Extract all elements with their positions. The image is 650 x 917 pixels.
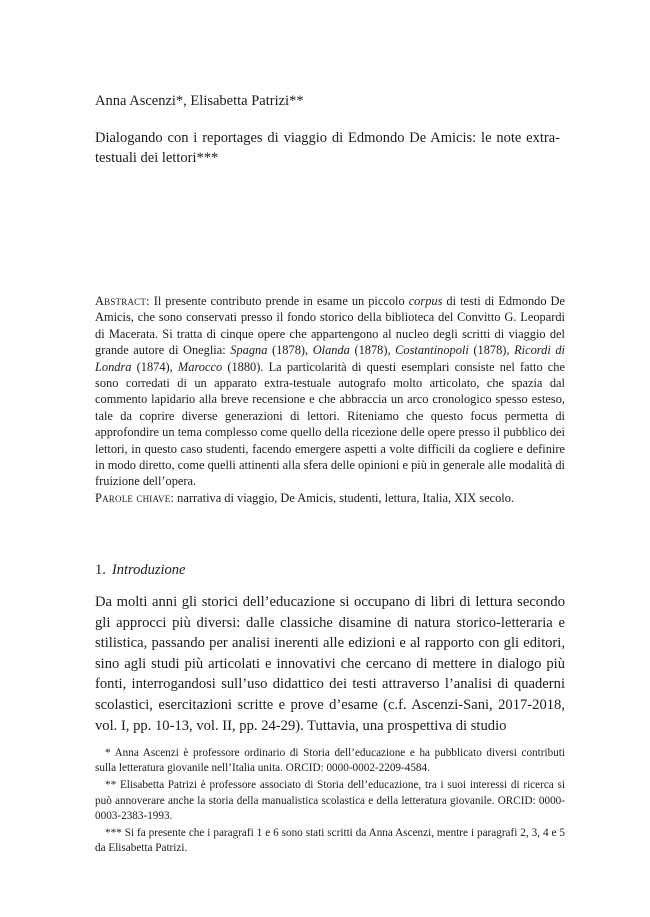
authors-line: Anna Ascenzi*, Elisabetta Patrizi** xyxy=(95,93,304,109)
abstract-text: di testi di Edmondo De Amicis, che sono conservati presso il fondo storico della biblioteca del Convitto G. Leopardi di Macerata. Si tratta di cinque opere che appartengono al nucleo degli scritti di viaggio del grande autore di Oneglia: xyxy=(95,294,565,358)
abstract-text: (1880). La particolarità di questi esemplari consiste nel fatto che sono corredati di un apparato extra-testuale autografo molto articolato, che spazia dal commento lapidario alla breve recensione e che abbraccia un arco cronologico spesso esteso, tale da coprire diverse generazioni di lettori. Riteniamo che questo focus permetta di approfondire un tema complesso come quello della ricezione delle opere presso il pubblico dei lettori, in questo caso studenti, facendo emergere aspetti a volte difficili da cogliere e definire in modo diretto, come quelli attinenti alla sfera delle opinioni e più in generale alle modalità di fruizione dell’opera. xyxy=(95,359,566,489)
section-number: 1. xyxy=(95,562,106,578)
abstract-text: (1878), xyxy=(349,343,396,358)
keywords-paragraph xyxy=(95,490,565,506)
abstract-italic: Costantinopoli xyxy=(395,343,469,358)
abstract-italic: Spagna xyxy=(230,343,268,358)
section-title: Introduzione xyxy=(111,562,186,578)
keywords-text: narrativa di viaggio, De Amicis, studenti, lettura, Italia, XIX secolo. xyxy=(174,491,515,505)
article-title: Dialogando con i reportages di viaggio di Edmondo De Amicis: le note extra-testuali dei lettori*** xyxy=(95,130,560,166)
keywords-label: Parole chiave: xyxy=(95,491,175,505)
abstract-text: (1878), xyxy=(468,343,515,358)
footnote-1: * Anna Ascenzi è professore ordinario di Storia dell’educazione e ha pubblicato diversi contributi sulla letteratura giovanile nell’Italia unita. ORCID: 0000-0002-2209-4584. xyxy=(95,747,565,775)
abstract-italic: Marocco xyxy=(177,359,223,374)
section-heading xyxy=(95,560,185,580)
abstract-paragraph xyxy=(95,293,565,490)
footnote-3: *** Si fa presente che i paragrafi 1 e 6 sono stati scritti da Anna Ascenzi, mentre i paragrafi 2, 3, 4 e 5 da Elisabetta Patrizi. xyxy=(95,827,565,855)
footnotes xyxy=(95,746,565,858)
abstract-label: Abstract: xyxy=(95,294,150,308)
abstract-italic: Ricordi di Londra xyxy=(95,343,565,374)
abstract-italic: corpus xyxy=(408,294,443,308)
abstract-italic: Olanda xyxy=(312,343,350,358)
abstract-text: (1874), xyxy=(131,359,178,374)
abstract-text: (1878), xyxy=(267,343,313,358)
body-paragraph: Da molti anni gli storici dell’educazione si occupano di libri di lettura secondo gli approcci più diversi: dalle classiche disamine di natura storico-letteraria e stilistica, passando per analisi inerenti alle edizioni e al rapporto con gli editori, sino agli studi più articolati e innovativi che cercano di mettere in dialogo più fonti, interrogandosi sull’uso didattico dei testi attraverso l’analisi di quaderni scolastici, esercitazioni scritte e prove d’esame (c.f. Ascenzi-Sani, 2017-2018, vol. I, pp. 10-13, vol. II, pp. 24-29). Tuttavia, una prospettiva di studio xyxy=(95,594,565,734)
abstract-text: Il presente contributo prende in esame un piccolo xyxy=(149,294,409,308)
footnote-2: ** Elisabetta Patrizi è professore associato di Storia dell’educazione, tra i suoi interessi di ricerca si può annoverare anche la storia della manualistica scolastica e della letteratura giovanile. ORCID: 0000-0003-2383-1993. xyxy=(95,779,565,822)
